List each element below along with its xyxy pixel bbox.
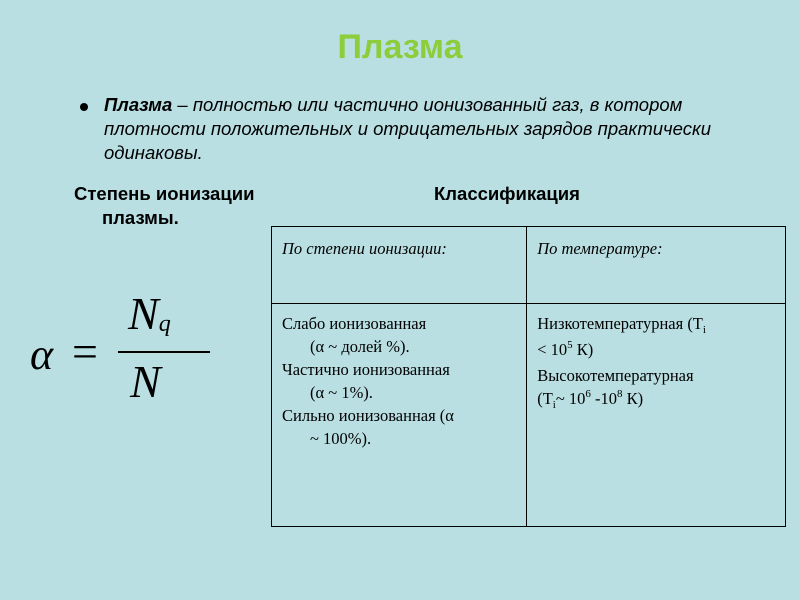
formula-denominator: N (130, 356, 161, 407)
high-temp-exponent-lower: 6 (585, 388, 591, 400)
ionization-degree-cell (272, 304, 527, 527)
high-temp-label: (T (537, 389, 553, 408)
low-temp-subscript: i (702, 324, 706, 336)
formula-numerator-subscript: q (158, 311, 171, 337)
header-ionization-degree: По степени ионизации: (272, 227, 527, 304)
fraction-bar (118, 351, 210, 353)
header-temperature: По температуре: (527, 227, 786, 304)
low-temp-bound: < 10 (537, 340, 568, 359)
weak-ionized-value: (α ~ долей %). (310, 337, 410, 356)
high-temp-unit: К) (622, 389, 644, 408)
high-temp-upper: -10 (590, 389, 618, 408)
ionization-degree-line2: плазмы. (102, 207, 179, 228)
formula-numerator (128, 287, 171, 340)
weak-ionized: Слабо ионизованная (282, 314, 427, 333)
formula-numerator-symbol: N (128, 288, 159, 339)
low-temp-exponent: 5 (567, 339, 573, 351)
ionization-degree-line1: Степень ионизации (74, 183, 255, 204)
strong-ionized-value: ~ 100%). (310, 429, 372, 448)
definition-text (104, 93, 724, 165)
classification-table (271, 226, 786, 527)
high-temperature-range (537, 388, 644, 411)
ionization-formula (30, 285, 200, 415)
formula-alpha: α (30, 330, 54, 379)
high-temperature: Высокотемпературная (537, 366, 694, 385)
table-header-row (272, 227, 786, 304)
bullet-icon (80, 103, 88, 111)
slide-title: Плазма (337, 28, 463, 66)
formula-equals: = (72, 326, 98, 377)
strong-ionized: Сильно ионизованная (α (282, 406, 454, 425)
high-temp-exponent-upper: 8 (617, 388, 623, 400)
low-temp-unit: К) (572, 340, 594, 359)
table-row (272, 304, 786, 527)
high-temp-lower: ~ 10 (555, 389, 586, 408)
classification-label: Классификация (434, 183, 580, 204)
ionization-degree-label (74, 182, 254, 230)
low-temperature (537, 314, 706, 359)
definition-term: Плазма (104, 94, 173, 115)
low-temp-label: Низкотемпературная (T (537, 314, 703, 333)
temperature-cell (527, 304, 786, 527)
partial-ionized-value: (α ~ 1%). (310, 383, 373, 402)
definition-body: – полностью или частично ионизованный газ, в котором плотности положительных и отрицательных зарядов практически одинаковы. (104, 94, 711, 163)
partial-ionized: Частично ионизованная (282, 360, 450, 379)
high-temp-subscript: i (552, 399, 556, 411)
